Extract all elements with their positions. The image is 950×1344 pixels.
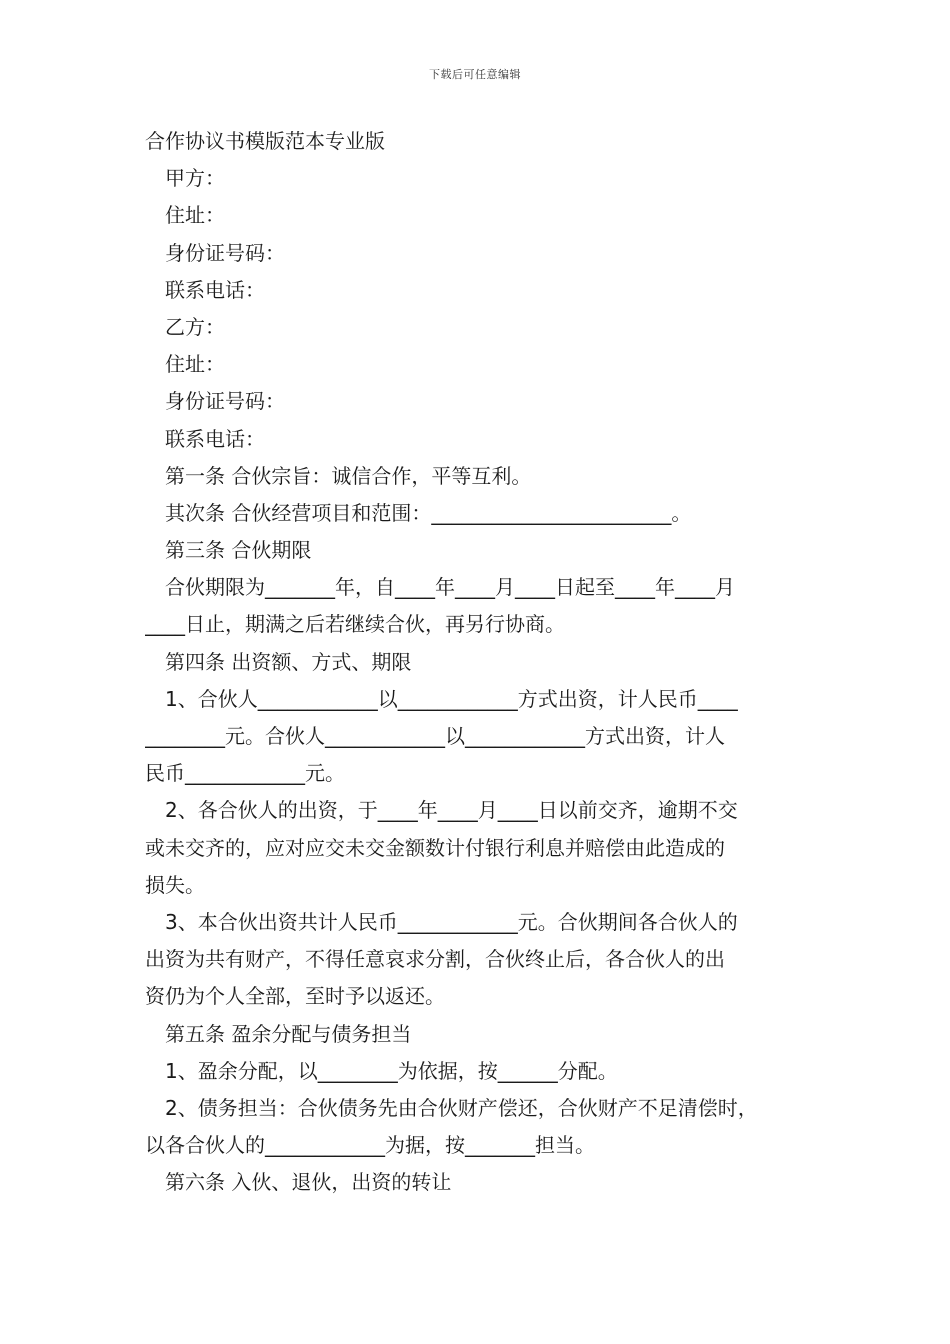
document-line: 第三条 合伙期限: [165, 538, 312, 563]
document-line: 身份证号码：: [165, 240, 285, 265]
document-line: 或未交齐的，应对应交未交金额数计付银行利息并赔偿由此造成的: [145, 835, 725, 860]
document-line: 3、本合伙出资共计人民币____________元。合伙期间各合伙人的: [165, 909, 738, 934]
document-title: 合作协议书模版范本专业版: [145, 129, 385, 153]
document-line: 身份证号码：: [165, 389, 285, 414]
document-line: 1、盈余分配，以________为依据，按______分配。: [165, 1058, 618, 1083]
document-body: [145, 123, 810, 1201]
page-header: 下载后可任意编辑: [429, 68, 521, 81]
document-line: 2、各合伙人的出资，于____年____月____日以前交齐，逾期不交: [165, 798, 738, 823]
document-line: ________元。合伙人____________以____________方式出资，计人: [145, 724, 725, 748]
document-line: 合伙期限为_______年，自____年____月____日起至____年____月: [165, 575, 735, 600]
document-line: 甲方：: [165, 166, 225, 191]
document-line: 联系电话：: [165, 277, 265, 302]
document-line: 资仍为个人全部，至时予以返还。: [145, 984, 445, 1009]
document-line: 联系电话：: [165, 426, 265, 451]
document-line: 住址：: [165, 352, 225, 377]
document-line: 以各合伙人的____________为据，按_______担当。: [145, 1133, 595, 1158]
document-line: 第四条 出资额、方式、期限: [165, 649, 412, 674]
document-line: 2、债务担当：合伙债务先由合伙财产偿还，合伙财产不足清偿时，: [165, 1095, 758, 1120]
document-line: 1、合伙人____________以____________方式出资，计人民币____: [165, 686, 738, 711]
document-line: 第一条 合伙宗旨：诚信合作，平等互利。: [165, 463, 532, 488]
document-line: 住址：: [165, 203, 225, 228]
document-line: 其次条 合伙经营项目和范围：________________________。: [165, 500, 692, 525]
document-line: 乙方：: [165, 314, 225, 339]
document-line: 损失。: [145, 872, 205, 897]
document-line: 民币____________元。: [145, 761, 345, 786]
document-line: ____日止，期满之后若继续合伙，再另行协商。: [145, 612, 565, 637]
document-line: 第五条 盈余分配与债务担当: [165, 1021, 412, 1046]
document-line: 第六条 入伙、退伙，出资的转让: [165, 1170, 452, 1195]
document-line: 出资为共有财产，不得任意哀求分割，合伙终止后，各合伙人的出: [145, 947, 725, 972]
